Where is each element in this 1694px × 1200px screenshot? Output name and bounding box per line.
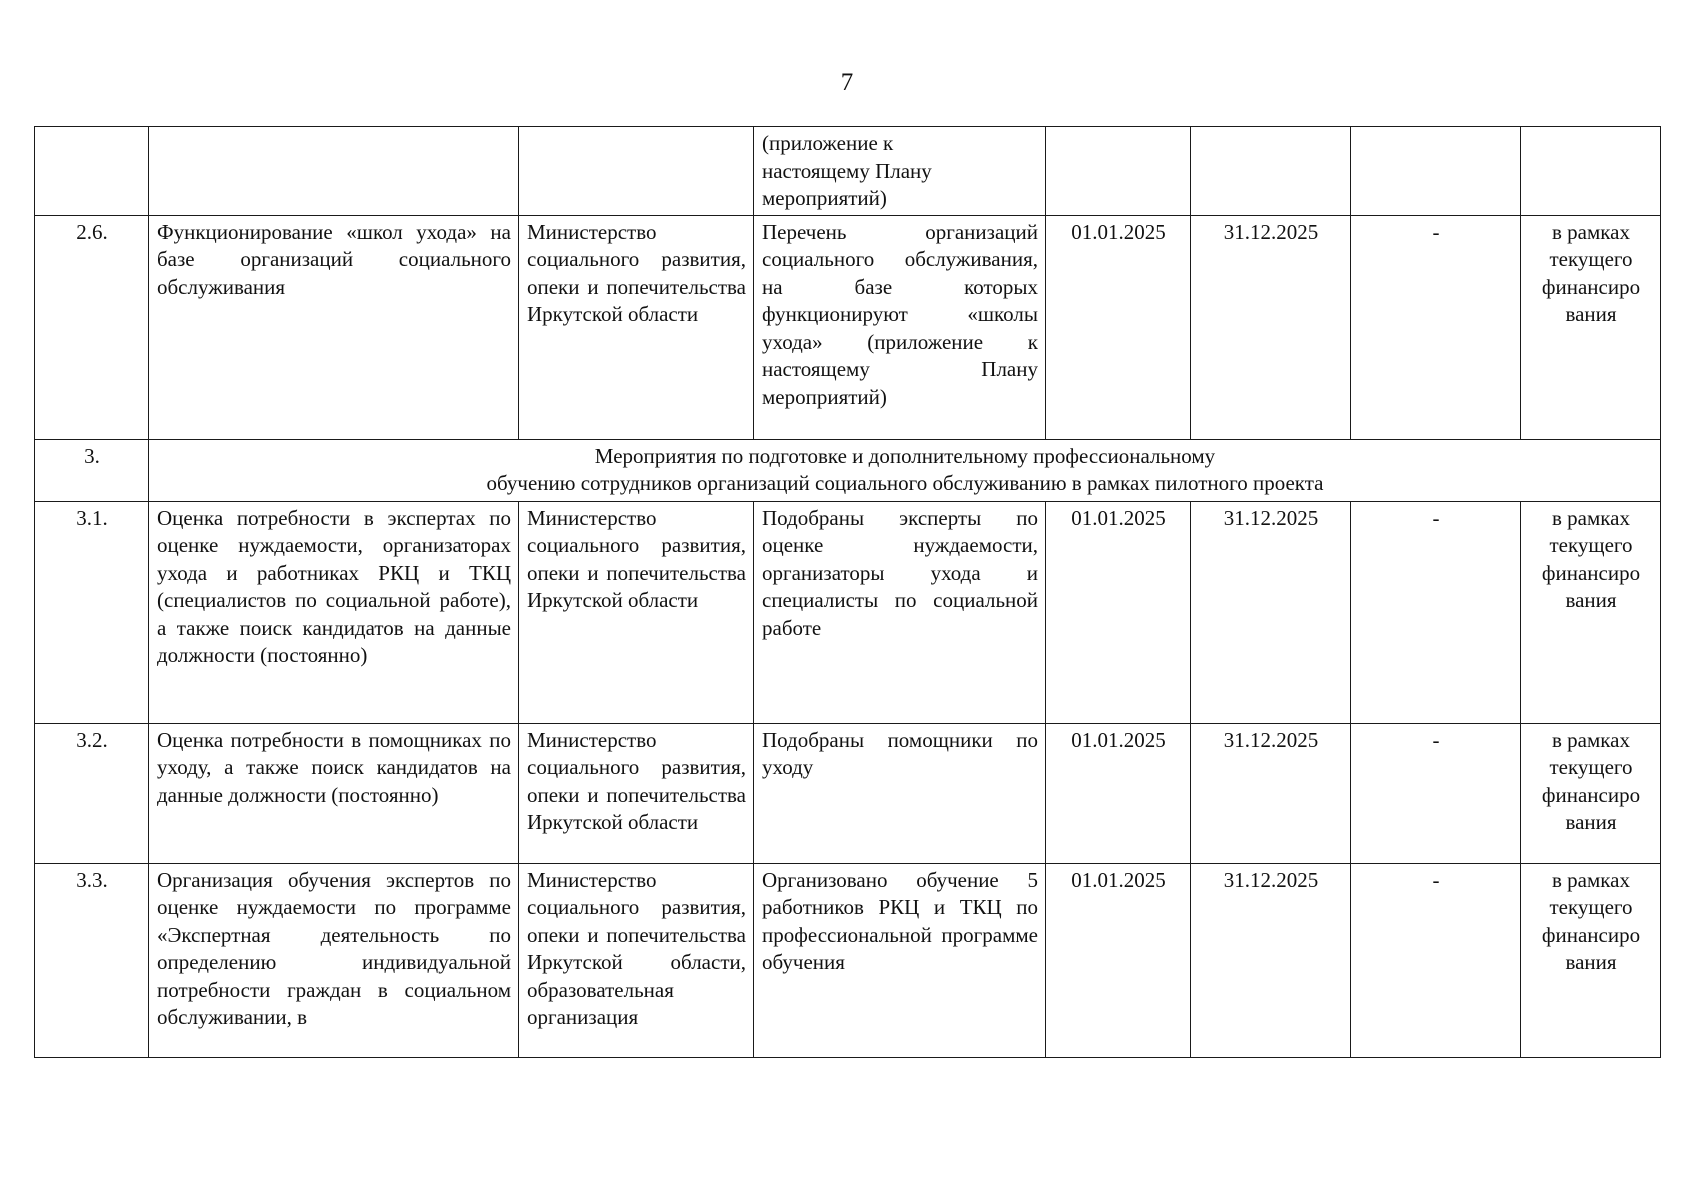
funding-source-cell: в рамках текущего финансиро вания [1521, 501, 1661, 723]
row-number: 3.1. [35, 501, 149, 723]
event-cell: Оценка потребности в помощниках по уходу, а также поиск кандидатов на данные должности (постоянно) [149, 723, 519, 863]
result-cell: Подобраны эксперты по оценке нуждаемости, организаторы ухода и специалисты по социальной работе [754, 501, 1046, 723]
start-date-cell: 01.01.2025 [1046, 723, 1191, 863]
funding-source-cell: в рамках текущего финансиро вания [1521, 863, 1661, 1057]
executor-cell: Министерство социального развития, опеки и попечительства Иркутской области, образовательная организация [519, 863, 754, 1057]
carryover-row [35, 127, 1661, 216]
carryover-end-cell [1191, 127, 1351, 216]
table-row [35, 501, 1661, 723]
row-number: 3.3. [35, 863, 149, 1057]
row-number: 2.6. [35, 215, 149, 439]
funding-source-cell: в рамках текущего финансиро вания [1521, 215, 1661, 439]
carryover-result-line: мероприятий) [762, 186, 887, 210]
event-cell: Оценка потребности в экспертах по оценке нуждаемости, организаторах ухода и работниках РКЦ и ТКЦ (специалистов по социальной работе), а также поиск кандидатов на данные должности (постоянно) [149, 501, 519, 723]
end-date-cell: 31.12.2025 [1191, 723, 1351, 863]
end-date-cell: 31.12.2025 [1191, 863, 1351, 1057]
section-row [35, 439, 1661, 501]
section-title [149, 439, 1661, 501]
table-row [35, 215, 1661, 439]
event-cell: Организация обучения экспертов по оценке нуждаемости по программе «Экспертная деятельность по определению индивидуальной потребности граждан в социальном обслуживании, в [149, 863, 519, 1057]
executor-cell: Министерство социального развития, опеки и попечительства Иркутской области [519, 723, 754, 863]
table-row [35, 723, 1661, 863]
section-title-line: Мероприятия по подготовке и дополнительному профессиональному [594, 443, 1216, 468]
result-cell: Перечень организаций социального обслуживания, на базе которых функционируют «школы ухода» (приложение к настоящему Плану мероприятий) [754, 215, 1046, 439]
table-row [35, 863, 1661, 1057]
carryover-event-cell [149, 127, 519, 216]
end-date-cell: 31.12.2025 [1191, 501, 1351, 723]
event-cell: Функционирование «школ ухода» на базе организаций социального обслуживания [149, 215, 519, 439]
executor-cell: Министерство социального развития, опеки и попечительства Иркутской области [519, 501, 754, 723]
carryover-result-line: настоящему Плану [762, 158, 932, 183]
carryover-result-line: (приложение к [762, 131, 894, 155]
end-date-cell: 31.12.2025 [1191, 215, 1351, 439]
result-cell: Подобраны помощники по уходу [754, 723, 1046, 863]
funding-amount-cell: - [1351, 863, 1521, 1057]
start-date-cell: 01.01.2025 [1046, 501, 1191, 723]
funding-source-cell: в рамках текущего финансиро вания [1521, 723, 1661, 863]
carryover-result-cell [754, 127, 1046, 216]
carryover-start-cell [1046, 127, 1191, 216]
funding-amount-cell: - [1351, 501, 1521, 723]
start-date-cell: 01.01.2025 [1046, 215, 1191, 439]
section-number: 3. [35, 439, 149, 501]
carryover-funding-amount-cell [1351, 127, 1521, 216]
carryover-num-cell [35, 127, 149, 216]
result-cell: Организовано обучение 5 работников РКЦ и ТКЦ по профессиональной программе обучения [754, 863, 1046, 1057]
start-date-cell: 01.01.2025 [1046, 863, 1191, 1057]
funding-amount-cell: - [1351, 723, 1521, 863]
row-number: 3.2. [35, 723, 149, 863]
funding-amount-cell: - [1351, 215, 1521, 439]
plan-table [34, 126, 1661, 1058]
carryover-funding-source-cell [1521, 127, 1661, 216]
executor-cell: Министерство социального развития, опеки и попечительства Иркутской области [519, 215, 754, 439]
section-title-line: обучению сотрудников организаций социального обслуживанию в рамках пилотного проекта [486, 471, 1324, 495]
carryover-executor-cell [519, 127, 754, 216]
page-number: 7 [840, 69, 854, 96]
